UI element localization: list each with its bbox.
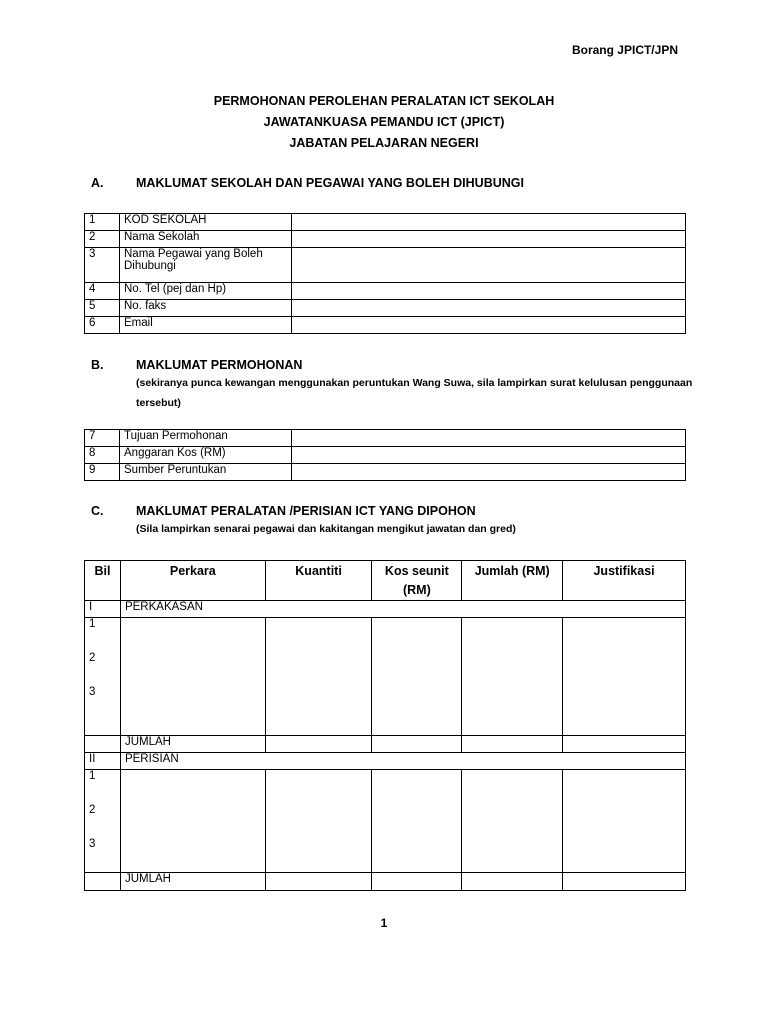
item-number: 2 xyxy=(89,652,96,664)
total-justifikasi[interactable] xyxy=(563,736,686,753)
kuantiti-cell[interactable] xyxy=(265,618,372,736)
row-number: 2 xyxy=(85,231,120,248)
jumlah-cell[interactable] xyxy=(462,770,563,873)
sumber-peruntukan-field[interactable] xyxy=(292,464,686,481)
total-label: JUMLAH xyxy=(120,873,265,891)
justifikasi-cell[interactable] xyxy=(563,770,686,873)
table-row xyxy=(85,283,686,300)
row-label: Nama Pegawai yang Boleh Dihubungi xyxy=(120,248,292,283)
row-number: 9 xyxy=(85,464,120,481)
row-label: Email xyxy=(120,317,292,334)
title-line-2: JAWATANKUASA PEMANDU ICT (JPICT) xyxy=(263,115,505,129)
row-label: Tujuan Permohonan xyxy=(120,430,292,447)
tujuan-field[interactable] xyxy=(292,430,686,447)
items-row xyxy=(85,618,686,736)
table-row xyxy=(85,447,686,464)
section-c-note: (Sila lampirkan senarai pegawai dan kakitangan mengikut jawatan dan gred) xyxy=(136,523,516,535)
row-label: No. faks xyxy=(120,300,292,317)
total-kos[interactable] xyxy=(372,873,462,891)
item-number: 1 xyxy=(89,770,96,782)
group-header-row xyxy=(85,601,686,618)
col-kuantiti: Kuantiti xyxy=(265,561,372,601)
section-b-letter: B. xyxy=(91,358,104,372)
row-number: 7 xyxy=(85,430,120,447)
no-tel-field[interactable] xyxy=(292,283,686,300)
total-justifikasi[interactable] xyxy=(563,873,686,891)
equipment-table xyxy=(84,560,686,891)
title-line-1: PERMOHONAN PEROLEHAN PERALATAN ICT SEKOLAH xyxy=(213,94,555,108)
total-jumlah[interactable] xyxy=(462,873,563,891)
item-numbers xyxy=(85,618,121,736)
col-perkara: Perkara xyxy=(120,561,265,601)
row-number: 4 xyxy=(85,283,120,300)
row-label: KOD SEKOLAH xyxy=(120,214,292,231)
item-number: 2 xyxy=(89,804,96,816)
col-justifikasi: Justifikasi xyxy=(563,561,686,601)
perkara-cell[interactable] xyxy=(120,770,265,873)
total-row xyxy=(85,873,686,891)
no-faks-field[interactable] xyxy=(292,300,686,317)
total-label: JUMLAH xyxy=(120,736,265,753)
total-kuantiti[interactable] xyxy=(265,736,372,753)
item-numbers xyxy=(85,770,121,873)
row-number: 8 xyxy=(85,447,120,464)
form-code: Borang JPICT/JPN xyxy=(571,43,678,57)
total-blank xyxy=(85,873,121,891)
table-row xyxy=(85,317,686,334)
row-number: 5 xyxy=(85,300,120,317)
col-bil: Bil xyxy=(85,561,121,601)
row-number: 6 xyxy=(85,317,120,334)
jumlah-cell[interactable] xyxy=(462,618,563,736)
group-roman: I xyxy=(85,601,121,618)
justifikasi-cell[interactable] xyxy=(563,618,686,736)
table-header-row xyxy=(85,561,686,601)
kos-seunit-cell[interactable] xyxy=(372,618,462,736)
col-jumlah: Jumlah (RM) xyxy=(462,561,563,601)
col-kos-seunit: Kos seunit (RM) xyxy=(372,561,462,601)
kos-seunit-cell[interactable] xyxy=(372,770,462,873)
group-roman: II xyxy=(85,753,121,770)
total-kos[interactable] xyxy=(372,736,462,753)
title-line-3: JABATAN PELAJARAN NEGERI xyxy=(289,136,479,150)
table-row xyxy=(85,248,686,283)
item-number: 3 xyxy=(89,686,96,698)
row-number: 3 xyxy=(85,248,120,283)
kuantiti-cell[interactable] xyxy=(265,770,372,873)
group-header-row xyxy=(85,753,686,770)
nama-sekolah-field[interactable] xyxy=(292,231,686,248)
total-kuantiti[interactable] xyxy=(265,873,372,891)
total-blank xyxy=(85,736,121,753)
row-label: Sumber Peruntukan xyxy=(120,464,292,481)
school-info-table xyxy=(84,213,686,334)
nama-pegawai-field[interactable] xyxy=(292,248,686,283)
table-row xyxy=(85,430,686,447)
page-number: 1 xyxy=(380,916,388,930)
section-b-note: (sekiranya punca kewangan menggunakan peruntukan Wang Suwa, sila lampirkan surat kelulusan penggunaan tersebut) xyxy=(136,377,693,409)
table-row xyxy=(85,464,686,481)
anggaran-kos-field[interactable] xyxy=(292,447,686,464)
row-label: No. Tel (pej dan Hp) xyxy=(120,283,292,300)
section-c-letter: C. xyxy=(91,504,104,518)
items-row xyxy=(85,770,686,873)
item-number: 3 xyxy=(89,838,96,850)
kod-sekolah-field[interactable] xyxy=(292,214,686,231)
table-row xyxy=(85,214,686,231)
section-b-title: MAKLUMAT PERMOHONAN xyxy=(136,358,303,372)
section-a-title: MAKLUMAT SEKOLAH DAN PEGAWAI YANG BOLEH DIHUBUNGI xyxy=(136,176,524,190)
total-jumlah[interactable] xyxy=(462,736,563,753)
perkara-cell[interactable] xyxy=(120,618,265,736)
group-name: PERISIAN xyxy=(120,753,685,770)
table-row xyxy=(85,300,686,317)
application-info-table xyxy=(84,429,686,481)
row-number: 1 xyxy=(85,214,120,231)
row-label: Anggaran Kos (RM) xyxy=(120,447,292,464)
group-name: PERKAKASAN xyxy=(120,601,685,618)
row-label: Nama Sekolah xyxy=(120,231,292,248)
item-number: 1 xyxy=(89,618,96,630)
total-row xyxy=(85,736,686,753)
section-a-letter: A. xyxy=(91,176,104,190)
email-field[interactable] xyxy=(292,317,686,334)
section-c-title: MAKLUMAT PERALATAN /PERISIAN ICT YANG DIPOHON xyxy=(136,504,476,518)
table-row xyxy=(85,231,686,248)
